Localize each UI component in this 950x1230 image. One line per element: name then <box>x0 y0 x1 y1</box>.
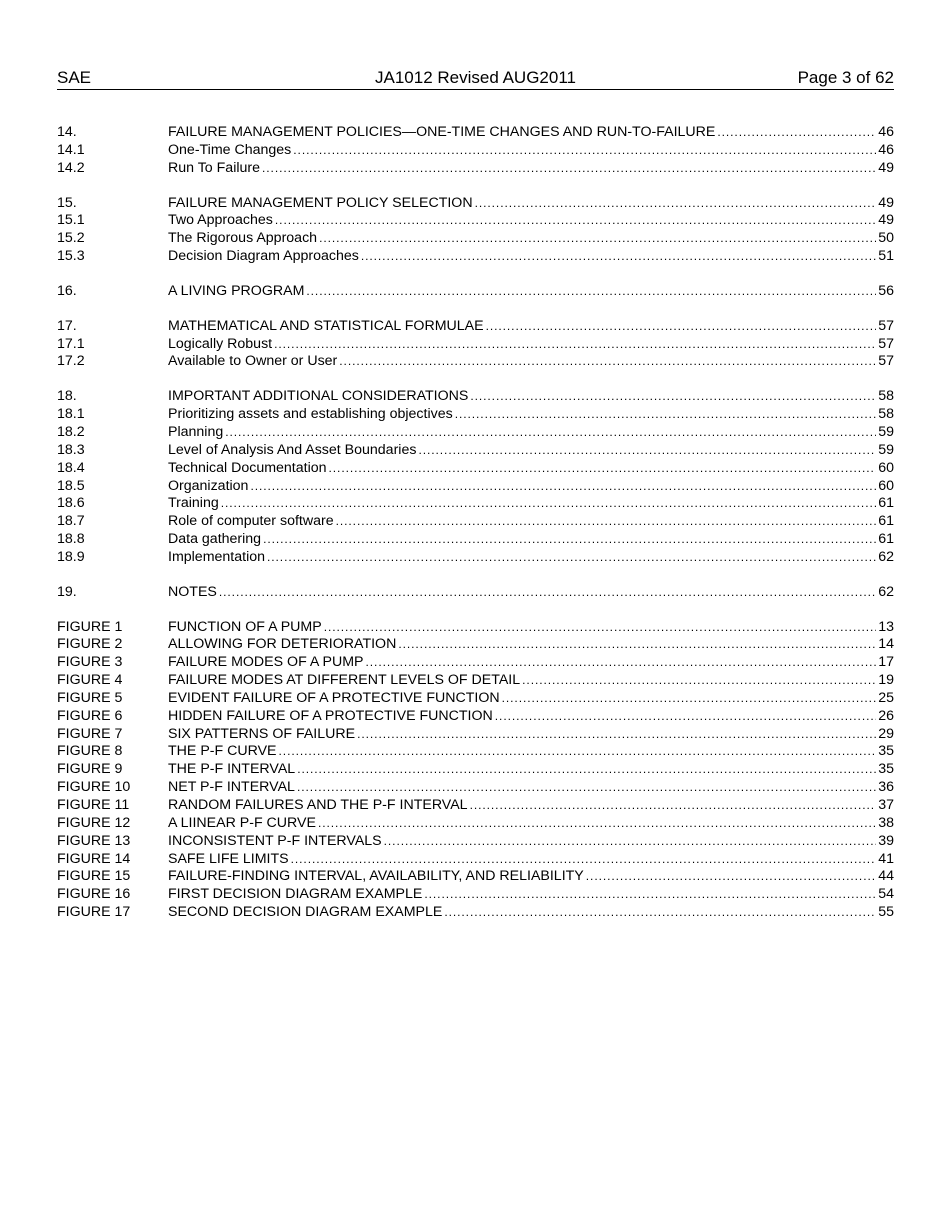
toc-entry-page: 37 <box>878 797 894 813</box>
toc-entry-body <box>168 690 894 708</box>
toc-entry-title: ALLOWING FOR DETERIORATION <box>168 636 397 653</box>
toc-entry-title: INCONSISTENT P-F INTERVALS <box>168 832 382 849</box>
toc-entry-title: MATHEMATICAL AND STATISTICAL FORMULAE <box>168 317 484 334</box>
toc-entry[interactable] <box>57 424 894 442</box>
toc-entry-number: FIGURE 6 <box>57 707 123 724</box>
toc-entry-body <box>168 797 894 815</box>
toc-entry-number: FIGURE 15 <box>57 868 131 885</box>
toc-entry-page: 35 <box>878 761 894 778</box>
toc-entry-title: FAILURE-FINDING INTERVAL, AVAILABILITY, AND RELIABILITY <box>168 868 584 885</box>
dot-leader <box>306 283 876 301</box>
dot-leader <box>339 353 876 371</box>
toc-entry-page: 54 <box>878 886 894 903</box>
toc-entry-body <box>168 513 894 531</box>
toc-entry[interactable] <box>57 868 894 886</box>
toc-entry-body <box>168 142 894 160</box>
dot-leader <box>336 513 877 531</box>
toc-entry-page: 38 <box>878 814 894 831</box>
toc-entry-number: 19. <box>57 583 77 600</box>
toc-entry[interactable] <box>57 619 894 637</box>
dot-leader <box>455 406 877 424</box>
toc-entry-body <box>168 442 894 460</box>
toc-entry[interactable] <box>57 442 894 460</box>
dot-leader <box>319 230 876 248</box>
toc-entry-body <box>168 124 894 142</box>
toc-entry-body <box>168 886 894 904</box>
toc-entry-number: 15.2 <box>57 230 85 247</box>
toc-entry-body <box>168 248 894 266</box>
dot-leader <box>293 142 876 160</box>
toc-entry-number: FIGURE 8 <box>57 743 123 760</box>
dot-leader <box>444 904 876 922</box>
dot-leader <box>470 797 877 815</box>
toc-entry-title: Data gathering <box>168 531 262 548</box>
toc-entry[interactable] <box>57 672 894 690</box>
toc-entry-title: A LIINEAR P-F CURVE <box>168 814 316 831</box>
toc-entry-number: FIGURE 3 <box>57 654 123 671</box>
dot-leader <box>717 124 876 142</box>
toc-entry[interactable] <box>57 584 894 602</box>
dot-leader <box>357 726 876 744</box>
toc-entry[interactable] <box>57 283 894 301</box>
toc-entry-body <box>168 230 894 248</box>
toc-entry[interactable] <box>57 336 894 354</box>
dot-leader <box>586 868 876 886</box>
toc-entry-title: The Rigorous Approach <box>168 230 318 247</box>
toc-entry-body <box>168 726 894 744</box>
dot-leader <box>502 690 877 708</box>
toc-entry-number: FIGURE 7 <box>57 725 123 742</box>
toc-entry-page: 46 <box>878 141 894 158</box>
toc-entry[interactable] <box>57 636 894 654</box>
dot-leader <box>398 636 876 654</box>
dot-leader <box>318 815 876 833</box>
header-org: SAE <box>57 68 92 87</box>
toc-entry-page: 60 <box>878 477 894 494</box>
dot-leader <box>221 495 876 513</box>
toc-entry-title: NET P-F INTERVAL <box>168 779 295 796</box>
toc-entry-title: Prioritizing assets and establishing objectives <box>168 406 453 423</box>
toc-entry[interactable] <box>57 248 894 266</box>
toc-entry-body <box>168 318 894 336</box>
dot-leader <box>329 460 877 478</box>
toc-entry-title: Technical Documentation <box>168 459 327 476</box>
toc-entry[interactable] <box>57 743 894 761</box>
toc-entry[interactable] <box>57 406 894 424</box>
toc-group <box>57 318 894 372</box>
toc-entry[interactable] <box>57 142 894 160</box>
dot-leader <box>361 248 876 266</box>
toc-entry-page: 25 <box>878 689 894 706</box>
toc-entry-body <box>168 353 894 371</box>
toc-entry[interactable] <box>57 460 894 478</box>
toc-entry-page: 29 <box>878 725 894 742</box>
dot-leader <box>522 672 876 690</box>
toc-entry-title: Logically Robust <box>168 335 273 352</box>
toc-entry-number: 15.1 <box>57 212 85 229</box>
toc-entry-page: 41 <box>878 850 894 867</box>
header-page-number: Page 3 of 62 <box>797 68 894 87</box>
dot-leader <box>267 549 876 567</box>
toc-entry-number: 18.2 <box>57 423 85 440</box>
toc-entry-body <box>168 531 894 549</box>
toc-entry-number: 18.9 <box>57 548 85 565</box>
toc-entry-title: SECOND DECISION DIAGRAM EXAMPLE <box>168 904 443 921</box>
toc-entry-number: FIGURE 11 <box>57 797 130 813</box>
toc-entry-page: 62 <box>878 548 894 565</box>
toc-entry-number: FIGURE 1 <box>57 618 123 635</box>
toc-entry-body <box>168 779 894 797</box>
toc-entry-number: 18.4 <box>57 459 85 476</box>
toc-entry-body <box>168 815 894 833</box>
toc-entry-number: 15.3 <box>57 248 85 265</box>
toc-entry-body <box>168 619 894 637</box>
toc-entry-title: Planning <box>168 423 224 440</box>
toc-entry-number: FIGURE 13 <box>57 832 131 849</box>
toc-entry-number: 17.2 <box>57 353 85 370</box>
toc-entry-number: 17.1 <box>57 335 85 352</box>
toc-entry-title: FAILURE MODES OF A PUMP <box>168 654 364 671</box>
toc-entry[interactable] <box>57 353 894 371</box>
dot-leader <box>225 424 876 442</box>
toc-entry-page: 19 <box>878 672 894 689</box>
toc-entry-page: 59 <box>878 441 894 458</box>
toc-entry-page: 61 <box>878 531 894 548</box>
dot-leader <box>384 833 877 851</box>
toc-entry-body <box>168 424 894 442</box>
toc-entry-title: THE P-F CURVE <box>168 743 277 760</box>
toc-entry[interactable] <box>57 124 894 142</box>
toc-entry-title: SAFE LIFE LIMITS <box>168 850 289 867</box>
toc-entry-title: Level of Analysis And Asset Boundaries <box>168 441 417 458</box>
toc-entry-number: 18.6 <box>57 495 85 512</box>
dot-leader <box>297 761 876 779</box>
toc-entry-number: 18. <box>57 388 77 405</box>
toc-entry[interactable] <box>57 495 894 513</box>
toc-entry-page: 51 <box>878 248 894 265</box>
toc-entry-title: FUNCTION OF A PUMP <box>168 618 322 635</box>
toc-entry[interactable] <box>57 761 894 779</box>
toc-entry-title: FIRST DECISION DIAGRAM EXAMPLE <box>168 886 423 903</box>
toc-entry[interactable] <box>57 779 894 797</box>
toc-entry-number: 18.5 <box>57 477 85 494</box>
toc-entry[interactable] <box>57 160 894 178</box>
dot-leader <box>424 886 876 904</box>
toc-entry-number: 14.1 <box>57 141 85 158</box>
dot-leader <box>274 336 876 354</box>
toc-entry-title: Implementation <box>168 548 265 565</box>
dot-leader <box>263 531 876 549</box>
toc-entry-number: FIGURE 2 <box>57 636 123 653</box>
toc-entry-page: 59 <box>878 423 894 440</box>
toc-group <box>57 584 894 602</box>
toc-group <box>57 124 894 178</box>
toc-entry-page: 60 <box>878 459 894 476</box>
dot-leader <box>291 851 877 869</box>
dot-leader <box>275 212 876 230</box>
toc-entry-page: 62 <box>878 583 894 600</box>
toc-entry-number: FIGURE 5 <box>57 689 123 706</box>
toc-entry-page: 49 <box>878 212 894 229</box>
toc-entry[interactable] <box>57 654 894 672</box>
toc-entry-number: 18.3 <box>57 441 85 458</box>
toc-entry[interactable] <box>57 318 894 336</box>
toc-entry-title: A LIVING PROGRAM <box>168 282 305 299</box>
dot-leader <box>366 654 877 672</box>
toc-entry-number: 17. <box>57 317 77 334</box>
toc-entry-page: 61 <box>878 495 894 512</box>
toc-entry-title: FAILURE MANAGEMENT POLICY SELECTION <box>168 194 473 211</box>
toc-entry-page: 58 <box>878 406 894 423</box>
toc-entry-page: 61 <box>878 513 894 530</box>
toc-entry-page: 56 <box>878 282 894 299</box>
page-header <box>57 68 894 90</box>
toc-entry-page: 44 <box>878 868 894 885</box>
toc-entry[interactable] <box>57 478 894 496</box>
toc-entry-page: 50 <box>878 230 894 247</box>
toc-entry[interactable] <box>57 833 894 851</box>
toc-entry-body <box>168 743 894 761</box>
toc-entry-title: One-Time Changes <box>168 141 292 158</box>
toc-entry-title: THE P-F INTERVAL <box>168 761 296 778</box>
toc-group <box>57 283 894 301</box>
toc-entry-page: 57 <box>878 317 894 334</box>
toc-entry[interactable] <box>57 851 894 869</box>
toc-entry-body <box>168 904 894 922</box>
toc-entry-title: Role of computer software <box>168 513 334 530</box>
toc-entry-body <box>168 388 894 406</box>
toc-entry-title: Run To Failure <box>168 159 261 176</box>
toc-entry-page: 35 <box>878 743 894 760</box>
toc-entry[interactable] <box>57 513 894 531</box>
toc-entry[interactable] <box>57 726 894 744</box>
toc-entry-body <box>168 495 894 513</box>
toc-entry-number: FIGURE 14 <box>57 850 131 867</box>
dot-leader <box>418 442 876 460</box>
toc-entry-title: EVIDENT FAILURE OF A PROTECTIVE FUNCTION <box>168 689 500 706</box>
toc-entry-page: 58 <box>878 388 894 405</box>
toc-entry-body <box>168 549 894 567</box>
table-of-contents <box>57 124 894 939</box>
toc-entry-title: RANDOM FAILURES AND THE P-F INTERVAL <box>168 797 468 813</box>
toc-entry-body <box>168 160 894 178</box>
toc-entry-number: FIGURE 16 <box>57 886 131 903</box>
toc-entry-body <box>168 584 894 602</box>
toc-entry-body <box>168 672 894 690</box>
toc-entry-body <box>168 460 894 478</box>
toc-entry-page: 46 <box>878 124 894 140</box>
toc-entry-number: 14. <box>57 124 77 140</box>
toc-entry-body <box>168 283 894 301</box>
toc-entry-title: Available to Owner or User <box>168 353 338 370</box>
toc-entry-page: 57 <box>878 353 894 370</box>
toc-entry-body <box>168 406 894 424</box>
toc-entry-page: 26 <box>878 707 894 724</box>
toc-entry-page: 14 <box>878 636 894 653</box>
toc-entry-number: 16. <box>57 282 77 299</box>
toc-entry-number: FIGURE 4 <box>57 672 123 689</box>
toc-entry-title: Organization <box>168 477 249 494</box>
toc-entry-number: FIGURE 12 <box>57 814 131 831</box>
toc-entry[interactable] <box>57 904 894 922</box>
toc-entry-number: FIGURE 10 <box>57 779 131 796</box>
toc-group <box>57 195 894 266</box>
toc-entry-number: FIGURE 17 <box>57 904 131 921</box>
dot-leader <box>324 619 877 637</box>
toc-entry-page: 39 <box>878 832 894 849</box>
toc-entry-number: 14.2 <box>57 159 85 176</box>
toc-entry[interactable] <box>57 531 894 549</box>
toc-entry-number: 15. <box>57 194 77 211</box>
toc-entry[interactable] <box>57 886 894 904</box>
dot-leader <box>486 318 877 336</box>
toc-entry-title: FAILURE MANAGEMENT POLICIES—ONE-TIME CHANGES AND RUN-TO-FAILURE <box>168 124 716 140</box>
toc-entry[interactable] <box>57 690 894 708</box>
toc-entry-page: 36 <box>878 779 894 796</box>
toc-entry-body <box>168 478 894 496</box>
toc-entry-page: 17 <box>878 654 894 671</box>
toc-entry-page: 49 <box>878 194 894 211</box>
toc-entry-number: 18.7 <box>57 513 85 530</box>
toc-entry-title: HIDDEN FAILURE OF A PROTECTIVE FUNCTION <box>168 707 493 724</box>
toc-entry-page: 49 <box>878 159 894 176</box>
toc-entry[interactable] <box>57 815 894 833</box>
toc-entry-number: 18.8 <box>57 531 85 548</box>
toc-entry-title: FAILURE MODES AT DIFFERENT LEVELS OF DETAIL <box>168 672 521 689</box>
toc-entry-title: IMPORTANT ADDITIONAL CONSIDERATIONS <box>168 388 469 405</box>
dot-leader <box>297 779 876 797</box>
toc-entry[interactable] <box>57 549 894 567</box>
toc-entry-body <box>168 851 894 869</box>
toc-group <box>57 619 894 922</box>
toc-entry-page: 55 <box>878 904 894 921</box>
toc-entry-page: 57 <box>878 335 894 352</box>
toc-entry-body <box>168 708 894 726</box>
toc-entry-number: FIGURE 9 <box>57 761 123 778</box>
dot-leader <box>250 478 876 496</box>
toc-entry[interactable] <box>57 195 894 213</box>
toc-entry-title: NOTES <box>168 583 217 600</box>
toc-entry-body <box>168 636 894 654</box>
dot-leader <box>262 160 876 178</box>
toc-group <box>57 388 894 566</box>
toc-entry-body <box>168 195 894 213</box>
toc-entry[interactable] <box>57 708 894 726</box>
toc-entry-body <box>168 212 894 230</box>
toc-entry-title: Training <box>168 495 219 512</box>
dot-leader <box>470 388 876 406</box>
header-document-id: JA1012 Revised AUG2011 <box>375 68 576 87</box>
toc-entry-title: SIX PATTERNS OF FAILURE <box>168 725 356 742</box>
dot-leader <box>495 708 876 726</box>
toc-entry-body <box>168 336 894 354</box>
toc-entry-page: 13 <box>878 618 894 635</box>
toc-entry[interactable] <box>57 388 894 406</box>
toc-entry-body <box>168 868 894 886</box>
toc-entry-number: 18.1 <box>57 406 85 423</box>
toc-entry-title: Two Approaches <box>168 212 273 229</box>
toc-entry[interactable] <box>57 212 894 230</box>
toc-entry[interactable] <box>57 797 894 815</box>
dot-leader <box>219 584 876 602</box>
toc-entry-body <box>168 833 894 851</box>
dot-leader <box>279 743 877 761</box>
toc-entry-body <box>168 654 894 672</box>
toc-entry-title: Decision Diagram Approaches <box>168 248 359 265</box>
dot-leader <box>475 195 877 213</box>
toc-entry-body <box>168 761 894 779</box>
toc-entry[interactable] <box>57 230 894 248</box>
